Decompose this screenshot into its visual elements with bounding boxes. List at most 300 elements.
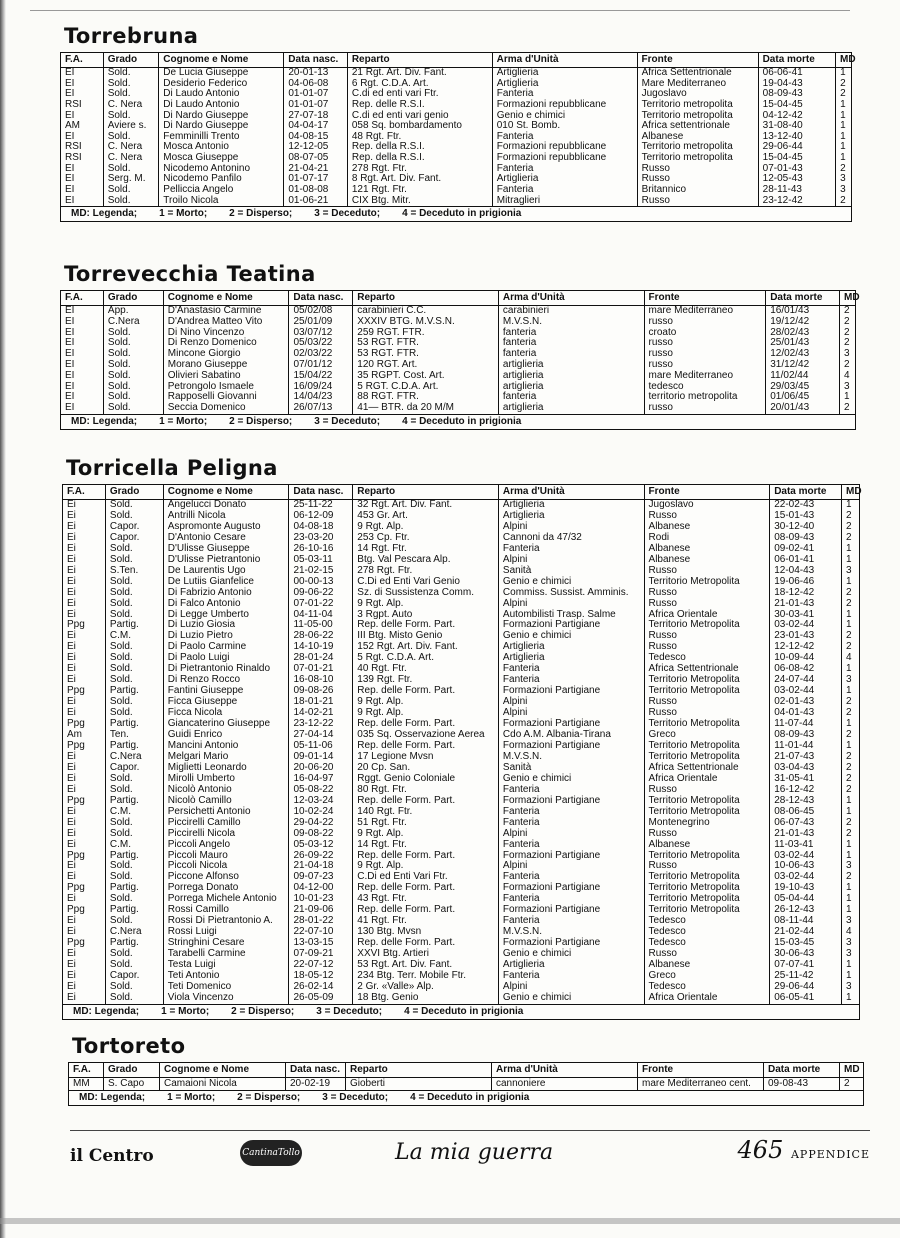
table-cell: 22-02-43: [774, 499, 815, 510]
table-cell: EI: [65, 391, 75, 403]
table-cell: 9 Rgt. Alp.: [357, 707, 404, 719]
table-cell: C.Nera: [109, 926, 142, 938]
table-cell: Russo: [648, 586, 677, 598]
table-cell: EI: [65, 130, 75, 142]
table-cell: 3: [844, 348, 850, 360]
legend-item: 1 = Morto;: [159, 415, 208, 427]
table-cell: M.V.S.N.: [502, 315, 542, 327]
table-cell: 152 Rgt. Art. Div. Fant.: [357, 641, 458, 653]
table-cell: C.M.: [109, 805, 132, 817]
series-title: La mia guerra: [395, 1140, 554, 1165]
table-cell: Fanteria: [502, 838, 540, 850]
table-cell: Sold.: [107, 348, 131, 360]
table-cell: 2: [840, 77, 846, 89]
table-cell: Viola Vincenzo: [167, 991, 234, 1003]
table-cell: Partig.: [109, 739, 139, 751]
column-header: Fronte: [637, 53, 758, 67]
table-cell: Partig.: [109, 619, 139, 631]
table-cell: RSI: [65, 152, 82, 164]
table-cell: Partig.: [109, 718, 139, 730]
table-cell: 14 Rgt. Ftr.: [357, 838, 407, 850]
table-cell: Partig.: [109, 937, 139, 949]
table-cell: Ppg: [67, 937, 85, 949]
table-cell: 01/06/45: [770, 391, 810, 403]
table-cell: 21-02-15: [293, 564, 334, 576]
table-cell: Russo: [648, 564, 677, 576]
table-cell: 1: [846, 575, 852, 587]
table-cell: Sold.: [109, 783, 133, 795]
table-body: [63, 500, 859, 1004]
table-cell: 03-02-44: [774, 871, 815, 883]
legend-item: 1 = Morto;: [159, 208, 208, 220]
table-cell: 035 Sq. Osservazione Aerea: [357, 729, 485, 741]
table-cell: Alpini: [502, 860, 528, 872]
table-cell: 21-07-43: [774, 750, 815, 762]
table-cell: Rossi Luigi: [167, 926, 217, 938]
table-cell: 2: [840, 194, 846, 206]
table-cell: fanteria: [502, 326, 537, 338]
table-cell: Sold.: [109, 586, 133, 598]
column-header: Grado: [105, 485, 163, 499]
table-column: [839, 306, 855, 414]
table-cell: Russo: [648, 783, 677, 795]
column-header: Data morte: [758, 53, 835, 67]
legend-item: 4 = Deceduto in prigionia: [404, 1005, 524, 1017]
table-cell: Russo: [648, 860, 677, 872]
table-cell: 20-02-19: [290, 1078, 331, 1089]
table-cell: Rggt. Genio Coloniale: [357, 772, 456, 784]
table-cell: 3: [846, 674, 852, 686]
table-cell: 27-07-18: [288, 109, 329, 121]
table-cell: C. Nera: [107, 98, 143, 110]
table-cell: 278 Rgt. Ftr.: [357, 564, 413, 576]
table-cell: 05/03/22: [293, 337, 333, 349]
table-cell: carabinieri C.C.: [357, 305, 427, 316]
column-header: Data morte: [765, 291, 839, 305]
table-cell: C.Nera: [109, 750, 142, 762]
table-cell: Ppg: [67, 849, 85, 861]
table-cell: 31-08-40: [762, 120, 803, 132]
table-cell: Partig.: [109, 685, 139, 697]
table-cell: 259 RGT. FTR.: [357, 326, 425, 338]
table-cell: 03-02-44: [774, 849, 815, 861]
table-cell: Tedesco: [648, 652, 686, 664]
table-cell: Albanese: [648, 959, 691, 971]
table-cell: 80 Rgt. Ftr.: [357, 783, 407, 795]
table-cell: 15/04/22: [293, 369, 333, 381]
table-cell: 9 Rgt. Alp.: [357, 520, 404, 532]
table-cell: Ei: [67, 959, 76, 971]
table-cell: 1: [846, 619, 852, 631]
table-cell: C.M.: [109, 838, 132, 850]
table-cell: 51 Rgt. Ftr.: [357, 816, 407, 828]
table-cell: 29-06-44: [762, 141, 803, 153]
table-cell: 1: [846, 718, 852, 730]
table-cell: 2: [846, 761, 852, 773]
table-cell: Piccirelli Nicola: [167, 827, 236, 839]
table-cell: 26-10-16: [293, 542, 334, 554]
table-cell: 04-04-17: [288, 120, 329, 132]
table-cell: Sold.: [109, 816, 133, 828]
table-cell: M.V.S.N.: [502, 926, 542, 938]
table-cell: CIX Btg. Mitr.: [351, 194, 411, 206]
column-header: Data nasc.: [283, 53, 347, 67]
table-column: [637, 68, 758, 206]
table-cell: 9 Rgt. Alp.: [357, 696, 404, 708]
table-cell: Sold.: [107, 162, 131, 174]
table-cell: 2: [846, 641, 852, 653]
table-cell: 1: [840, 141, 846, 153]
table-cell: Di Nardo Giuseppe: [163, 120, 249, 132]
table-cell: 3: [844, 380, 850, 392]
table-cell: Di Laudo Antonio: [163, 98, 240, 110]
table-cell: 26-02-14: [293, 980, 334, 992]
casualty-table: [68, 1062, 864, 1106]
table-cell: 04-08-15: [288, 130, 329, 142]
table-cell: Sold.: [107, 194, 131, 206]
sponsor-logo: CantinaTollo: [240, 1140, 302, 1166]
table-cell: Teti Domenico: [167, 980, 232, 992]
table-cell: Territorio Metropolita: [648, 750, 740, 762]
table-cell: Sold.: [107, 67, 131, 78]
table-cell: 05-03-12: [293, 838, 334, 850]
table-cell: Rep. delle Form. Part.: [357, 718, 456, 730]
table-cell: Russo: [648, 630, 677, 642]
table-column: [61, 306, 103, 414]
table-cell: Di Luzio Giosia: [167, 619, 236, 631]
table-cell: 1: [840, 98, 846, 110]
legend-item: MD: Legenda;: [71, 415, 138, 427]
table-cell: Albanese: [641, 130, 684, 142]
table-cell: Sold.: [109, 827, 133, 839]
newspaper-brand: il Centro: [70, 1146, 154, 1166]
legend-item: 3 = Deceduto;: [314, 415, 381, 427]
table-cell: 11-01-44: [774, 739, 814, 751]
table-cell: Genio e chimici: [502, 991, 572, 1003]
table-cell: Rossi Di Pietrantonio A.: [167, 915, 273, 927]
table-cell: 04-06-08: [288, 77, 329, 89]
table-cell: 3: [840, 184, 846, 196]
table-cell: Sold.: [107, 109, 131, 121]
table-cell: 04-12-00: [293, 882, 334, 894]
table-cell: Ei: [67, 838, 76, 850]
table-cell: Fanteria: [502, 969, 540, 981]
table-cell: 09-08-43: [768, 1078, 809, 1089]
table-column: [288, 500, 352, 1004]
table-cell: Territorio metropolita: [641, 141, 733, 153]
table-cell: Artiglieria: [502, 959, 545, 971]
table-cell: Artiglieria: [502, 499, 545, 510]
table-cell: Di Laudo Antonio: [163, 88, 240, 100]
table-cell: 26-12-43: [774, 904, 815, 916]
table-cell: 07-01-43: [762, 162, 803, 174]
table-cell: 11-07-44: [774, 718, 814, 730]
legend-item: 2 = Disperso;: [231, 1005, 295, 1017]
table-cell: Territorio Metropolita: [648, 849, 740, 861]
table-cell: Sold.: [107, 88, 131, 100]
table-cell: 30-06-43: [774, 948, 815, 960]
table-cell: Fanteria: [496, 184, 534, 196]
table-cell: 253 Cp. Ftr.: [357, 531, 410, 543]
legend-item: 1 = Morto;: [167, 1092, 216, 1103]
table-cell: EI: [65, 88, 75, 100]
table-column: [163, 306, 289, 414]
table-cell: 3: [846, 948, 852, 960]
table-cell: Russo: [648, 641, 677, 653]
table-cell: Rossi Camillo: [167, 904, 229, 916]
table-cell: 07/01/12: [293, 358, 333, 370]
table-cell: 21-09-06: [293, 904, 334, 916]
table-cell: 02-01-43: [774, 696, 815, 708]
table-cell: Rodi: [648, 531, 670, 543]
table-cell: 02/03/22: [293, 348, 333, 360]
table-cell: 453 Gr. Art.: [357, 509, 408, 521]
table-cell: 1: [846, 608, 852, 620]
table-cell: Ei: [67, 915, 76, 927]
table-cell: 1: [846, 499, 852, 510]
table-cell: 21 Rgt. Art. Div. Fant.: [351, 67, 447, 78]
table-cell: Teti Antonio: [167, 969, 220, 981]
table-cell: Porrega Michele Antonio: [167, 893, 277, 905]
table-cell: Albanese: [648, 553, 691, 565]
table-cell: EI: [65, 337, 75, 349]
table-cell: Sold.: [109, 893, 133, 905]
table-cell: Sold.: [107, 402, 131, 414]
table-cell: 09-06-22: [293, 586, 334, 598]
table-cell: 2: [840, 162, 846, 174]
table-column: [758, 68, 835, 206]
table-cell: Territorio Metropolita: [648, 739, 740, 751]
table-cell: 19/12/42: [770, 315, 810, 327]
column-header: F.A.: [65, 54, 83, 65]
table-cell: C.M.: [109, 630, 132, 642]
table-cell: 2: [844, 337, 850, 349]
table-cell: Sold.: [107, 369, 131, 381]
table-cell: Ei: [67, 827, 76, 839]
table-cell: 16-08-10: [293, 674, 334, 686]
table-cell: Di Renzo Rocco: [167, 674, 241, 686]
table-column: [283, 68, 347, 206]
table-cell: 3: [846, 937, 852, 949]
table-cell: 15-03-45: [774, 937, 815, 949]
table-cell: Autombilisti Trasp. Salme: [502, 608, 616, 620]
table-cell: Ppg: [67, 794, 85, 806]
table-cell: 04-12-42: [762, 109, 803, 121]
column-header: Reparto: [352, 291, 498, 305]
table-header: [69, 1063, 863, 1078]
table-cell: 15-01-43: [774, 509, 815, 521]
table-cell: Capor.: [109, 531, 140, 543]
table-cell: Porrega Donato: [167, 882, 239, 894]
table-cell: Gioberti: [350, 1078, 386, 1089]
town-title: Torrevecchia Teatina: [64, 262, 316, 286]
table-column: [492, 68, 637, 206]
table-cell: 25/01/43: [770, 337, 810, 349]
town-title: Tortoreto: [72, 1034, 186, 1058]
table-cell: Sold.: [109, 915, 133, 927]
footer-rule: [70, 1130, 870, 1131]
table-cell: Ei: [67, 531, 76, 543]
table-cell: Territorio Metropolita: [648, 904, 740, 916]
table-cell: 4: [844, 369, 850, 381]
table-cell: EI: [65, 380, 75, 392]
table-cell: Sanità: [502, 564, 532, 576]
table-cell: Ei: [67, 783, 76, 795]
scan-artifact: [0, 1218, 900, 1224]
table-cell: Ei: [67, 805, 76, 817]
table-cell: Di Nardo Giuseppe: [163, 109, 249, 121]
table-cell: Partig.: [109, 849, 139, 861]
table-cell: Sold.: [109, 499, 133, 510]
table-cell: 3 Rgpt. Auto: [357, 608, 413, 620]
table-cell: 1: [840, 130, 846, 142]
casualty-table: [62, 484, 860, 1020]
table-cell: 1: [846, 739, 852, 751]
table-cell: mare Mediterraneo: [648, 369, 734, 381]
table-cell: Rapposelli Giovanni: [167, 391, 257, 403]
table-cell: Artiglieria: [496, 173, 539, 185]
column-header: Arma d'Unità: [498, 485, 644, 499]
table-cell: 53 Rgt. Art. Div. Fant.: [357, 959, 453, 971]
table-cell: Ficca Nicola: [167, 707, 223, 719]
table-cell: 16-12-42: [774, 783, 815, 795]
table-cell: 12-04-43: [774, 564, 815, 576]
town-title: Torricella Peligna: [66, 456, 278, 480]
table-cell: Sold.: [109, 509, 133, 521]
table-cell: 05-04-44: [774, 893, 815, 905]
table-cell: fanteria: [502, 337, 537, 349]
table-cell: 20-01-13: [288, 67, 329, 78]
table-cell: 01-07-17: [288, 173, 329, 185]
table-cell: 2: [846, 509, 852, 521]
table-cell: 23-03-20: [293, 531, 334, 543]
table-cell: 05-11-06: [293, 739, 333, 751]
table-cell: 06-06-41: [762, 67, 803, 78]
table-cell: 2: [844, 358, 850, 370]
table-column: [105, 500, 163, 1004]
appendix-label: APPENDICE: [790, 1148, 870, 1161]
column-header: Arma d'Unità: [498, 291, 644, 305]
table-cell: 15-04-45: [762, 98, 803, 110]
table-cell: 06-12-09: [293, 509, 334, 521]
table-cell: 120 RGT. Art.: [357, 358, 418, 370]
section-torrebruna: [60, 24, 856, 222]
table-cell: Nicodemo Panfilo: [163, 173, 242, 185]
table-cell: De Lutiis Gianfelice: [167, 575, 254, 587]
table-cell: 1: [846, 794, 852, 806]
table-cell: 09-07-23: [293, 871, 334, 883]
table-cell: 3: [840, 173, 846, 185]
table-cell: 5 RGT. C.D.A. Art.: [357, 380, 439, 392]
table-cell: 121 Rgt. Ftr.: [351, 184, 407, 196]
table-cell: russo: [648, 337, 673, 349]
table-column: [841, 500, 859, 1004]
table-cell: Sold.: [107, 358, 131, 370]
table-cell: Territorio metropolita: [641, 109, 733, 121]
table-cell: 1: [840, 67, 846, 78]
table-cell: C.Di ed Enti Vari Genio: [357, 575, 460, 587]
table-column: [352, 500, 498, 1004]
table-cell: Russo: [648, 597, 677, 609]
table-column: [163, 500, 289, 1004]
table-cell: 01-06-21: [288, 194, 329, 206]
table-cell: 01-01-07: [288, 98, 329, 110]
table-cell: Rep. delle R.S.I.: [351, 98, 425, 110]
table-cell: RSI: [65, 98, 82, 110]
table-cell: Ei: [67, 553, 76, 565]
table-cell: Alpini: [502, 696, 528, 708]
section-tortoreto: [68, 1034, 864, 1106]
table-cell: Alpini: [502, 553, 528, 565]
table-cell: Sold.: [107, 77, 131, 89]
table-body: [61, 306, 855, 414]
table-column: [498, 500, 644, 1004]
table-column: [103, 1078, 159, 1090]
table-cell: 2: [846, 707, 852, 719]
table-cell: Rep. della R.S.I.: [351, 141, 425, 153]
table-cell: EI: [65, 348, 75, 360]
column-header: Grado: [103, 291, 163, 305]
table-cell: C. Nera: [107, 141, 143, 153]
table-cell: C.di ed enti vari Ftr.: [351, 88, 439, 100]
table-cell: Artiglieria: [496, 77, 539, 89]
table-cell: Sold.: [109, 542, 133, 554]
table-cell: 43 Rgt. Ftr.: [357, 893, 407, 905]
table-cell: 1: [846, 882, 852, 894]
table-cell: Partig.: [109, 904, 139, 916]
table-cell: 21-04-21: [288, 162, 329, 174]
page-footer: [70, 1130, 870, 1170]
table-cell: Alpini: [502, 597, 528, 609]
table-cell: Di Falco Antonio: [167, 597, 241, 609]
table-cell: Genio e chimici: [502, 575, 572, 587]
page-number-value: 465: [737, 1136, 784, 1164]
table-cell: artiglieria: [502, 369, 544, 381]
table-cell: Formazioni Partigiane: [502, 619, 601, 631]
table-cell: Ei: [67, 586, 76, 598]
table-cell: Sold.: [109, 707, 133, 719]
table-cell: 130 Btg. Mvsn: [357, 926, 422, 938]
column-header: Reparto: [347, 53, 492, 67]
table-column: [835, 68, 851, 206]
table-cell: 2: [846, 827, 852, 839]
column-header: Data nasc.: [288, 291, 352, 305]
table-cell: 278 Rgt. Ftr.: [351, 162, 407, 174]
table-cell: russo: [648, 315, 673, 327]
table-cell: 06-07-43: [774, 816, 815, 828]
column-header: Data nasc.: [285, 1063, 345, 1077]
table-cell: 2: [846, 750, 852, 762]
table-cell: 28/02/43: [770, 326, 810, 338]
table-cell: Petrongolo Ismaele: [167, 380, 254, 392]
table-cell: 08-06-45: [774, 805, 815, 817]
table-column: [765, 306, 839, 414]
table-cell: Ei: [67, 575, 76, 587]
table-cell: Morano Giuseppe: [167, 358, 248, 370]
legend-item: MD: Legenda;: [73, 1005, 140, 1017]
table-cell: 07-01-22: [293, 597, 334, 609]
table-cell: 140 Rgt. Ftr.: [357, 805, 413, 817]
table-cell: Ei: [67, 871, 76, 883]
table-cell: EI: [65, 109, 75, 121]
table-cell: 11-05-00: [293, 619, 333, 631]
table-cell: Capor.: [109, 520, 140, 532]
table-cell: Rep. delle Form. Part.: [357, 937, 456, 949]
table-cell: Partig.: [109, 794, 139, 806]
table-cell: Ppg: [67, 619, 85, 631]
top-rule: [30, 10, 850, 11]
table-cell: EI: [65, 77, 75, 89]
